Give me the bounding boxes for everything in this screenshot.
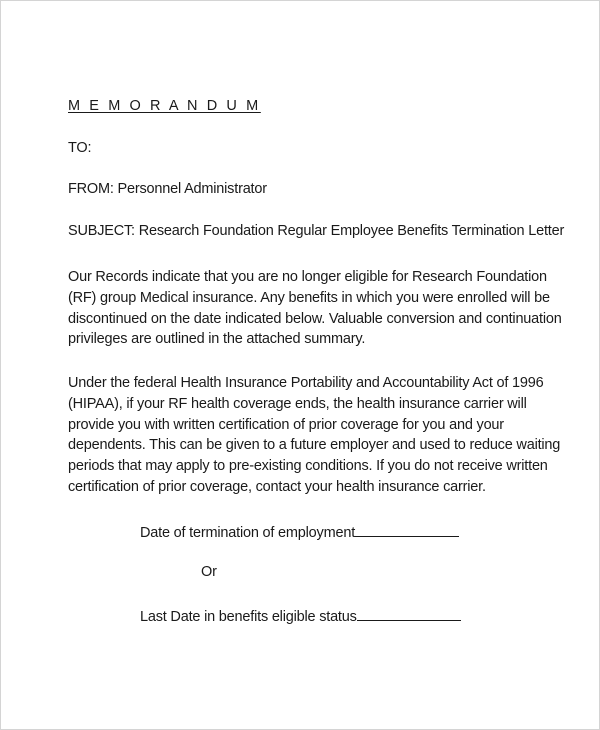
paragraph-line: privileges are outlined in the attached summary. [68,331,366,348]
termination-date-field [140,522,459,541]
paragraph-line: (HIPAA), if your RF health coverage ends, the health insurance carrier will [68,395,527,412]
paragraph-hipaa [68,373,561,498]
termination-date-blank [355,522,459,537]
from-line: FROM: Personnel Administrator [68,181,267,197]
paragraph-line: dependents. This can be given to a future employer and used to reduce waiting [68,437,561,454]
paragraph-line: provide you with written certification of prior coverage for you and your [68,416,504,433]
paragraph-line: discontinued on the date indicated below. Valuable conversion and continuation [68,310,562,327]
memo-title: M E M O R A N D U M [68,98,261,114]
or-label: Or [201,564,217,580]
last-date-field [140,606,461,625]
paragraph-line: Our Records indicate that you are no longer eligible for Research Foundation [68,269,547,285]
paragraph-eligibility [68,267,562,350]
termination-date-label: Date of termination of employment [140,525,356,541]
subject-line: SUBJECT: Research Foundation Regular Employee Benefits Termination Letter [68,223,565,239]
paragraph-line: Under the federal Health Insurance Portability and Accountability Act of 1996 [68,375,544,391]
last-date-label: Last Date in benefits eligible status [140,609,357,625]
paragraph-line: certification of prior coverage, contact your health insurance carrier. [68,478,486,495]
to-line: TO: [68,140,92,156]
paragraph-line: periods that may apply to pre-existing conditions. If you do not receive written [68,458,548,475]
paragraph-line: (RF) group Medical insurance. Any benefits in which you were enrolled will be [68,289,550,306]
last-date-blank [357,606,461,621]
